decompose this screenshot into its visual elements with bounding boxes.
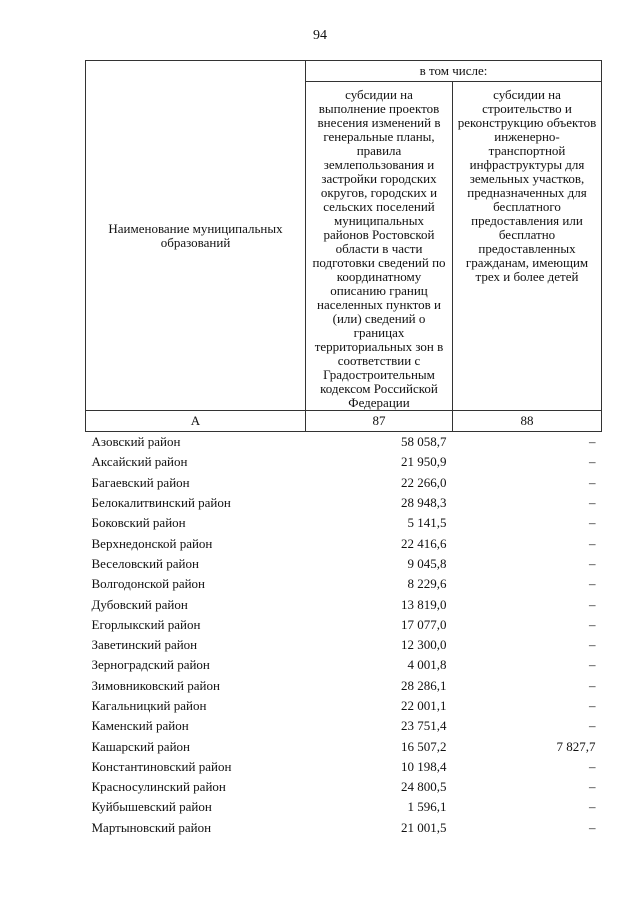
value-col-88: –	[589, 555, 596, 571]
value-col-87: 22 266,0	[401, 474, 447, 490]
value-col-87: 10 198,4	[401, 758, 447, 774]
value-col-87: 22 001,1	[401, 698, 447, 713]
municipality-name: Зерноградский район	[91, 657, 210, 673]
value-col-88: –	[589, 779, 596, 795]
municipality-name: Мартыновский район	[91, 819, 212, 835]
value-col-87: 5 141,5	[407, 515, 447, 531]
municipality-name: Заветинский район	[91, 637, 198, 653]
municipality-name: Волгодонской район	[91, 576, 206, 592]
municipality-name: Каменский район	[91, 718, 189, 734]
value-col-87: 16 507,2	[401, 738, 447, 754]
value-col-88: –	[589, 616, 596, 632]
municipality-name: Аксайский район	[91, 454, 188, 470]
table-row	[86, 554, 602, 574]
value-col-88: –	[589, 454, 596, 470]
value-col-88: –	[589, 799, 596, 815]
table-row	[86, 716, 602, 736]
value-col-87: 17 077,0	[401, 616, 447, 632]
value-col-87: 12 300,0	[401, 637, 447, 653]
value-col-87: 9 045,8	[407, 555, 447, 571]
table-row	[86, 432, 602, 453]
value-col-88: –	[589, 657, 596, 673]
value-col-87: 24 800,5	[401, 779, 447, 795]
municipality-name: Куйбышевский район	[91, 799, 212, 815]
value-col-88: –	[589, 515, 596, 531]
index-a: А	[86, 411, 306, 432]
value-col-88: –	[589, 535, 596, 551]
value-col-88: –	[589, 637, 596, 653]
value-col-87: 23 751,4	[401, 718, 447, 734]
municipality-name: Константиновский район	[91, 758, 232, 774]
municipality-name: Азовский район	[91, 434, 181, 450]
value-col-88: –	[589, 819, 596, 835]
value-col-88: –	[589, 596, 596, 612]
municipality-name: Зимовниковский район	[91, 677, 220, 693]
table-row	[86, 493, 602, 513]
value-col-88: –	[589, 576, 596, 592]
table-row	[86, 777, 602, 797]
table-row	[86, 818, 602, 838]
municipality-name: Дубовский район	[91, 596, 188, 612]
value-col-88: –	[589, 474, 596, 490]
table-row	[86, 736, 602, 756]
table-row	[86, 452, 602, 472]
header-column-88: субсидии на строительство и реконструкцию объектов инженерно-транспортной инфраструктуры для земельных участков, предназначенных для бесплатного предоставления или бесплатно предоставленных гражданам, имеющим трех и более детей	[453, 82, 602, 411]
column-index-row	[86, 411, 602, 432]
page-number: 94	[313, 28, 327, 43]
subsidies-table	[85, 60, 602, 838]
table-row	[86, 757, 602, 777]
municipality-name: Кагальницкий район	[91, 698, 207, 713]
municipality-name: Белокалитвинский район	[91, 495, 231, 511]
table-row	[86, 533, 602, 553]
municipality-name: Егорлыкский район	[91, 616, 201, 632]
header-municipality-name: Наименование муниципальных образований	[86, 61, 306, 411]
table-row	[86, 473, 602, 493]
table-row	[86, 696, 602, 716]
value-col-87: 13 819,0	[401, 596, 447, 612]
table-row	[86, 615, 602, 635]
value-col-88: –	[589, 698, 596, 713]
municipality-name: Верхнедонской район	[91, 535, 213, 551]
value-col-88: –	[589, 677, 596, 693]
value-col-88: –	[589, 495, 596, 511]
municipality-name: Боковский район	[91, 515, 186, 531]
header-group-label: в том числе:	[306, 61, 602, 82]
municipality-name: Кашарский район	[91, 738, 190, 754]
value-col-87: 28 286,1	[401, 677, 447, 693]
value-col-87: 58 058,7	[401, 434, 447, 450]
table-row	[86, 797, 602, 817]
value-col-87: 21 001,5	[401, 819, 447, 835]
municipality-name: Красносулинский район	[91, 779, 226, 795]
municipality-name: Веселовский район	[91, 555, 199, 571]
table-row	[86, 574, 602, 594]
table-body	[86, 432, 602, 838]
table-row	[86, 594, 602, 614]
municipality-name: Багаевский район	[91, 474, 190, 490]
value-col-87: 22 416,6	[401, 535, 447, 551]
table-row	[86, 655, 602, 675]
value-col-87: 21 950,9	[401, 454, 447, 470]
value-col-87: 8 229,6	[407, 576, 447, 592]
table-row	[86, 635, 602, 655]
index-88: 88	[453, 411, 602, 432]
index-87: 87	[306, 411, 453, 432]
value-col-88: –	[589, 434, 596, 450]
value-col-88: –	[589, 758, 596, 774]
header-column-87: субсидии на выполнение проектов внесения изменений в генеральные планы, правила землепользования и застройки городских округов, городских и сельских поселений муниципальных районов Ростовской области в части подготовки сведений по координатному описанию границ населенных пунктов и (или) сведений о границах территориальных зон в соответствии с Градостроительным кодексом Российской Федерации	[306, 82, 453, 411]
value-col-87: 28 948,3	[401, 495, 447, 511]
table-row	[86, 513, 602, 533]
value-col-87: 4 001,8	[407, 657, 447, 673]
table-row	[86, 676, 602, 696]
value-col-88: –	[589, 718, 596, 734]
value-col-87: 1 596,1	[407, 799, 447, 815]
value-col-88: 7 827,7	[556, 738, 596, 754]
table-header-row	[86, 61, 602, 82]
